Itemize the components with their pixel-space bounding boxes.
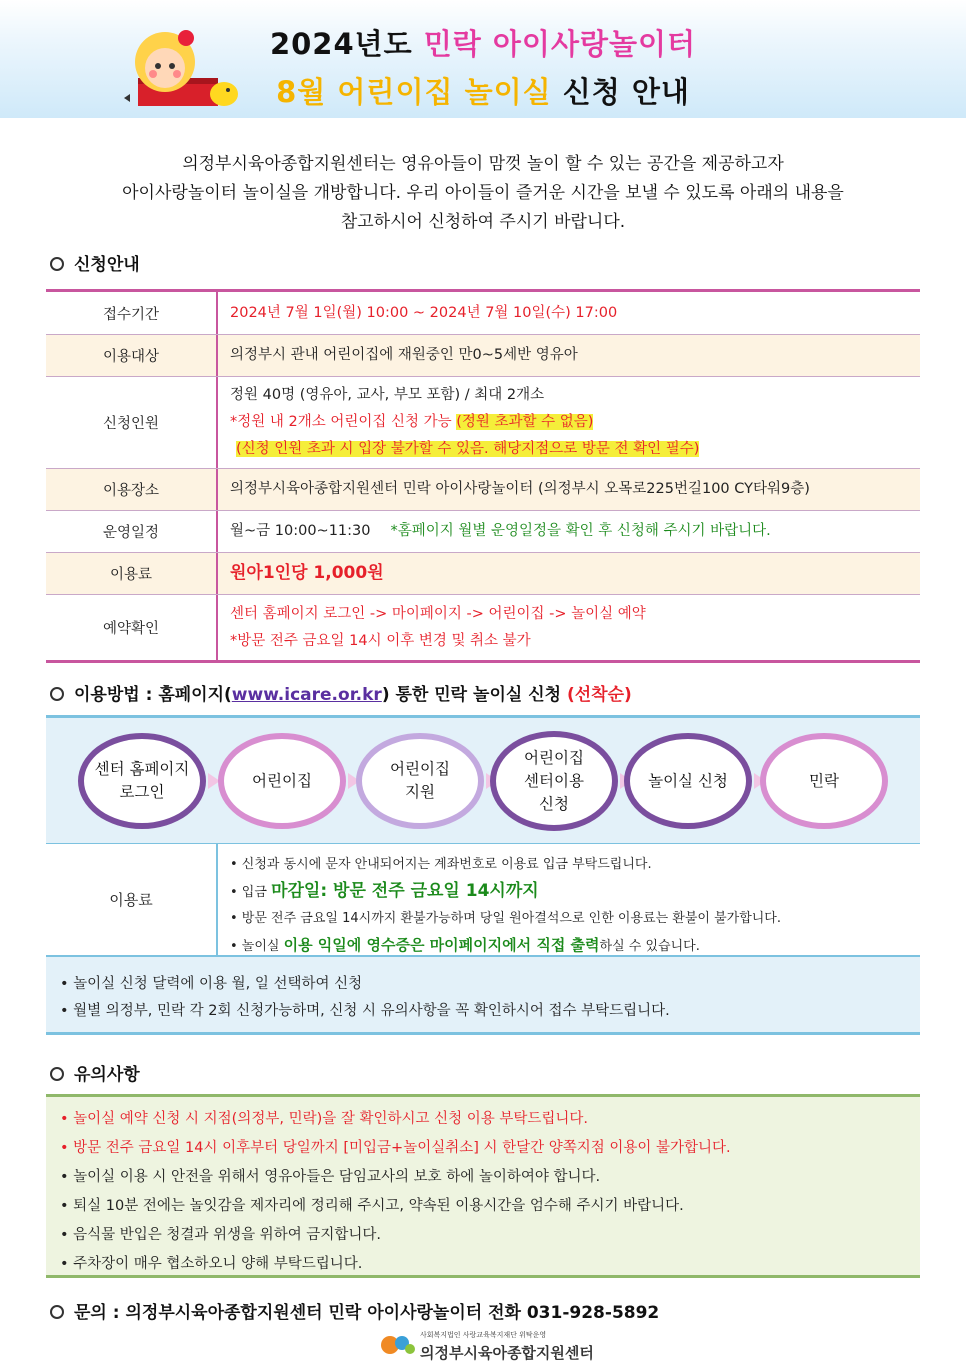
circle-bullet-icon <box>50 687 64 701</box>
list-item: • 놀이실 이용 시 안전을 위해서 영유아들은 담임교사의 보호 하에 놀이하여야 합니다. <box>60 1169 601 1185</box>
caution-list <box>46 1094 920 1278</box>
list-item: • 주차장이 매우 협소하오니 양해 부탁드립니다. <box>60 1256 363 1272</box>
center-logo <box>380 1330 610 1360</box>
list-item: • 퇴실 10분 전에는 놀잇감을 제자리에 정리해 주시고, 약속된 이용시간을 엄수해 주시기 바랍니다. <box>60 1198 684 1214</box>
logo-title: 의정부시육아종합지원센터 <box>420 1344 594 1362</box>
table-row <box>46 511 920 553</box>
row-label: 운영일정 <box>102 525 160 541</box>
homepage-link[interactable]: www.icare.or.kr <box>231 685 382 705</box>
table-row <box>46 595 920 660</box>
confirm-value: 센터 홈페이지 로그인 -> 마이페이지 -> 어린이집 -> 놀이실 예약 *방문 전주 금요일 14시 이후 변경 및 취소 불가 <box>216 595 920 660</box>
schedule-value: 월~금 10:00~11:30 *홈페이지 월별 운영일정을 확인 후 신청해 주시기 바랍니다. <box>216 511 920 552</box>
row-label: 접수기간 <box>102 306 160 323</box>
logo-subtitle: 사회복지법인 사랑교육복지재단 위탁운영 <box>420 1331 547 1339</box>
row-label: 신청인원 <box>102 416 160 432</box>
contact-line: 문의 : 의정부시육아종합지원센터 민락 아이사랑놀이터 전화 031-928-5892 <box>50 1298 659 1323</box>
title-line-2 <box>0 70 966 111</box>
application-table <box>46 289 920 663</box>
title-notice: 신청 안내 <box>562 75 690 109</box>
list-item: • 방문 전주 금요일 14시 이후부터 당일까지 [미입금+놀이실취소] 시 한달간 양쪽지점 이용이 불가합니다. <box>60 1140 731 1156</box>
method-heading: 이용방법 : 홈페이지(www.icare.or.kr) 통한 민락 놀이실 신청 (선착순) <box>50 680 632 705</box>
title-place: 민락 아이사랑놀이터 <box>423 27 697 61</box>
list-item: • 월별 의정부, 민락 각 2회 신청가능하며, 신청 시 유의사항을 꼭 확인하시어 접수 부탁드립니다. <box>60 1003 670 1019</box>
intro-paragraph <box>0 150 966 237</box>
usage-fee-box <box>46 843 920 955</box>
usage-fee-label: 이용료 <box>109 891 153 909</box>
place-value: 의정부시육아종합지원센터 민락 아이사랑놀이터 (의정부시 오목로225번길100 CY타워9층) <box>216 469 920 510</box>
fee-value: 원아1인당 1,000원 <box>216 553 920 594</box>
row-label: 이용료 <box>109 567 153 583</box>
intro-line: 아이사랑놀이터 놀이실을 개방합니다. 우리 아이들이 즐거운 시간을 보낼 수 있도록 아래의 내용을 <box>122 183 844 203</box>
intro-line: 의정부시육아종합지원센터는 영유아들이 맘껏 놀이 할 수 있는 공간을 제공하고자 <box>182 154 784 174</box>
table-row <box>46 377 920 469</box>
flow-step-center-use: 어린이집 센터이용 신청 <box>490 731 618 831</box>
people-value: 정원 40명 (영유아, 교사, 부모 포함) / 최대 2개소 *정원 내 2개소 어린이집 신청 가능 (정원 초과할 수 없음) (신청 인원 초과 시 입장 불가할 수 있음. 해당지점으로 방문 전 확인 필수) <box>216 377 920 468</box>
list-item: • 음식물 반입은 청결과 위생을 위하여 금지합니다. <box>60 1227 381 1243</box>
table-row <box>46 292 920 335</box>
title-month: 8월 어린이집 놀이실 <box>276 75 563 109</box>
usage-fee-details: • 신청과 동시에 문자 안내되어지는 계좌번호로 이용료 입금 부탁드립니다. • 입금 마감일: 방문 전주 금요일 14시까지 • 방문 전주 금요일 14시까지 환불가능하며 당일 원아결석으로 인한 이용료는 환불이 불가합니다. • 놀이실 이용 익일에 영수증은 마이페이지에서 직접 출력하실 수 있습니다. <box>216 844 920 955</box>
header-banner <box>0 0 966 118</box>
section-apply-heading: 신청안내 <box>50 250 140 275</box>
row-label: 이용장소 <box>102 483 160 499</box>
row-label: 예약확인 <box>102 621 160 637</box>
period-value: 2024년 7월 1일(월) 10:00 ~ 2024년 7월 10일(수) 17:00 <box>216 292 920 334</box>
circle-bullet-icon <box>50 1067 64 1081</box>
title-line-1 <box>0 22 966 63</box>
circle-bullet-icon <box>50 1305 64 1319</box>
application-notes <box>46 955 920 1035</box>
flow-step-playroom: 놀이실 신청 <box>624 733 752 829</box>
flow-step-minrak: 민락 <box>760 733 888 829</box>
table-row <box>46 553 920 595</box>
title-year: 2024년도 <box>269 27 424 61</box>
list-item: • 놀이실 예약 신청 시 지점(의정부, 민락)을 잘 확인하시고 신청 이용 부탁드립니다. <box>60 1111 589 1127</box>
center-logo-icon <box>380 1331 416 1359</box>
list-item: • 놀이실 신청 달력에 이용 월, 일 선택하여 신청 <box>60 976 363 992</box>
flow-step-login: 센터 홈페이지 로그인 <box>78 733 206 829</box>
section-caution-heading: 유의사항 <box>50 1060 140 1085</box>
process-flow <box>46 715 920 843</box>
row-label: 이용대상 <box>102 349 160 365</box>
flow-step-support: 어린이집 지원 <box>356 733 484 829</box>
flow-step-daycare: 어린이집 <box>218 733 346 829</box>
circle-bullet-icon <box>50 257 64 271</box>
intro-line: 참고하시어 신청하여 주시기 바랍니다. <box>340 212 626 232</box>
table-row <box>46 469 920 511</box>
target-value: 의정부시 관내 어린이집에 재원중인 만0~5세반 영유아 <box>216 335 920 376</box>
table-row <box>46 335 920 377</box>
